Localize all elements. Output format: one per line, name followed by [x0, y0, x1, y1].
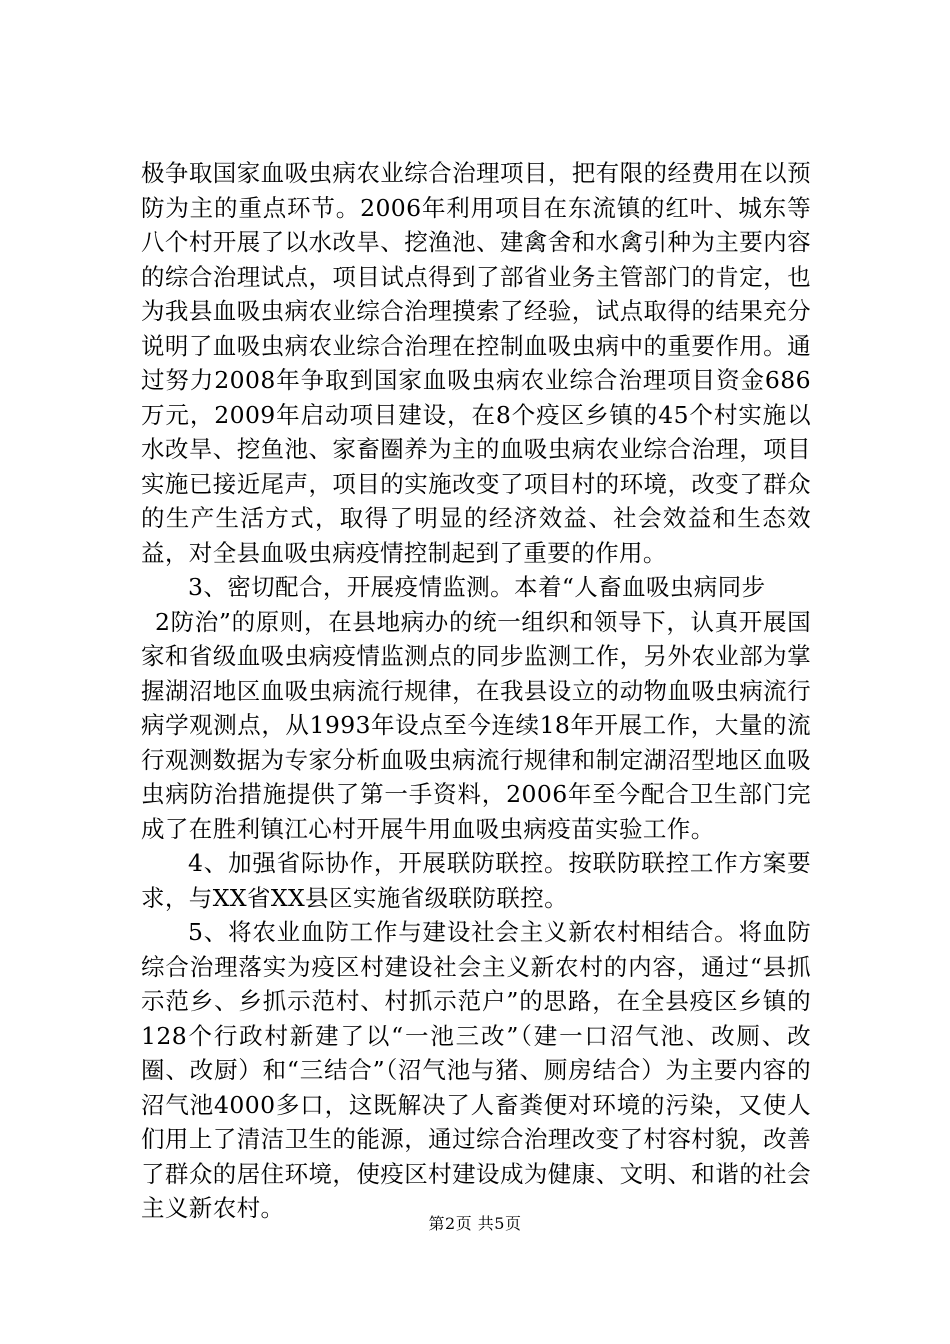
paragraph-agri-project: 极争取国家血吸虫病农业综合治理项目，把有限的经费用在以预防为主的重点环节。2006年利用项目在东流镇的红叶、城东等八个村开展了以水改旱、挖渔池、建禽舍和水禽引种为主要内容的综合治理试点，项目试点得到了部省业务主管部门的肯定，也为我县血吸虫病农业综合治理摸索了经验，试点取得的结果充分说明了血吸虫病农业综合治理在控制血吸虫病中的重要作用。通过努力2008年争取到国家血吸虫病农业综合治理项目资金686万元，2009年启动项目建设，在8个疫区乡镇的45个村实施以水改旱、挖鱼池、家畜圈养为主的血吸虫病农业综合治理，项目实施已接近尾声，项目的实施改变了项目村的环境，改变了群众的生产生活方式，取得了明显的经济效益、社会效益和生态效益，对全县血吸虫病疫情控制起到了重要的作用。 [141, 159, 811, 567]
paragraph-monitoring-body: 2防治”的原则，在县地病办的统一组织和领导下，认真开展国家和省级血吸虫病疫情监测点的同步监测工作，另外农业部为掌握湖沼地区血吸虫病流行规律，在我县设立的动物血吸虫病流行病学观测点，从1993年设点至今连续18年开展工作，大量的流行观测数据为专家分析血吸虫病流行规律和制定湖沼型地区血吸虫病防治措施提供了第一手资料，2006年至今配合卫生部门完成了在胜利镇江心村开展牛用血吸虫病疫苗实验工作。 [141, 607, 811, 843]
page-number-footer: 第2页 共5页 [428, 1214, 522, 1233]
paragraph-monitoring-heading: 3、密切配合，开展疫情监测。本着“人畜血吸虫病同步 [188, 573, 766, 601]
document-body [141, 156, 811, 1226]
paragraph-new-countryside: 5、将农业血防工作与建设社会主义新农村相结合。将血防综合治理落实为疫区村建设社会主义新农村的内容，通过“县抓示范乡、乡抓示范村、村抓示范户”的思路，在全县疫区乡镇的128个行政村新建了以“一池三改”（建一口沼气池、改厕、改圈、改厨）和“三结合”（沼气池与猪、厕房结合）为主要内容的沼气池4000多口，这既解决了人畜粪便对环境的污染，又使人们用上了清洁卫生的能源，通过综合治理改变了村容村貌，改善了群众的居住环境，使疫区村建设成为健康、文明、和谐的社会主义新农村。 [141, 918, 811, 1222]
paragraph-cooperation: 4、加强省际协作，开展联防联控。按联防联控工作方案要求，与XX省XX县区实施省级联防联控。 [141, 849, 811, 912]
